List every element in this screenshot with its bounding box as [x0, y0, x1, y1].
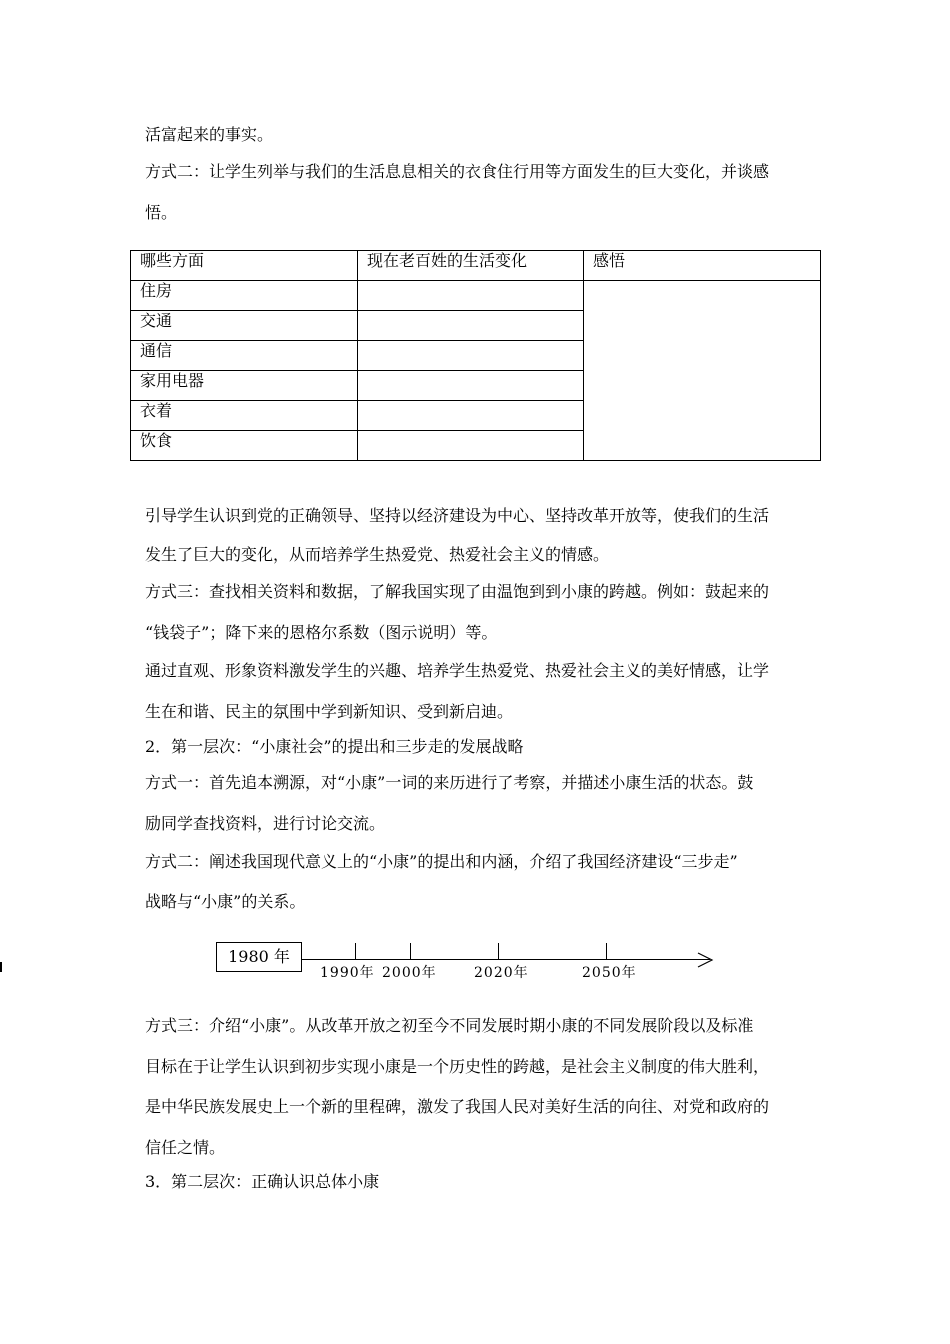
life-change-table	[130, 250, 821, 461]
paragraph-line: 通过直观、形象资料激发学生的兴趣、培养学生热爱党、热爱社会主义的美好情感，让学	[145, 661, 770, 680]
table-cell-change	[358, 401, 584, 431]
timeline-tick	[498, 943, 499, 959]
table-cell-change	[358, 311, 584, 341]
paragraph-line: 战略与“小康”的关系。	[145, 892, 306, 911]
paragraph-line: 活富起来的事实。	[145, 125, 274, 144]
arrow-right-icon	[696, 950, 716, 970]
paragraph-line: 信任之情。	[145, 1138, 226, 1157]
table-header-cell: 现在老百姓的生活变化	[358, 251, 584, 281]
timeline-start-box: 1980 年	[216, 942, 302, 972]
table-cell-aspect: 交通	[131, 311, 358, 341]
paragraph-line: 悟。	[145, 203, 178, 222]
paragraph-line: 方式三：介绍“小康”。从改革开放之初至今不同发展时期小康的不同发展阶段以及标准	[145, 1016, 754, 1035]
table-cell-aspect: 衣着	[131, 401, 358, 431]
table-cell-feeling	[584, 281, 821, 461]
paragraph-line: 生在和谐、民主的氛围中学到新知识、受到新启迪。	[145, 702, 514, 721]
table-cell-change	[358, 341, 584, 371]
paragraph-line: 方式二：让学生列举与我们的生活息息相关的衣食住行用等方面发生的巨大变化，并谈感	[145, 162, 770, 181]
timeline-label: 1990年	[320, 965, 375, 981]
paragraph-line: 目标在于让学生认识到初步实现小康是一个历史性的跨越，是社会主义制度的伟大胜利，	[145, 1057, 770, 1076]
paragraph-line: 是中华民族发展史上一个新的里程碑，激发了我国人民对美好生活的向往、对党和政府的	[145, 1097, 770, 1116]
table-cell-change	[358, 371, 584, 401]
timeline-label: 2050年	[582, 965, 637, 981]
section-heading: 2．第一层次：“小康社会”的提出和三步走的发展战略	[145, 737, 524, 756]
paragraph-line: 方式三：查找相关资料和数据，了解我国实现了由温饱到到小康的跨越。例如：鼓起来的	[145, 582, 770, 601]
table-row	[131, 281, 821, 311]
table-cell-aspect: 家用电器	[131, 371, 358, 401]
table-header-row	[131, 251, 821, 281]
section-heading: 3．第二层次：正确认识总体小康	[145, 1172, 380, 1191]
table-cell-change	[358, 281, 584, 311]
table-cell-change	[358, 431, 584, 461]
timeline-tick	[355, 943, 356, 959]
table-cell-aspect: 通信	[131, 341, 358, 371]
timeline-tick	[410, 943, 411, 959]
paragraph-line: 方式二：阐述我国现代意义上的“小康”的提出和内涵，介绍了我国经济建设“三步走”	[145, 852, 738, 871]
paragraph-line: 发生了巨大的变化，从而培养学生热爱党、热爱社会主义的情感。	[145, 545, 610, 564]
paragraph-line: “钱袋子”；降下来的恩格尔系数（图示说明）等。	[145, 623, 498, 642]
table-header-cell: 哪些方面	[131, 251, 358, 281]
timeline-axis	[302, 959, 710, 960]
paragraph-line: 引导学生认识到党的正确领导、坚持以经济建设为中心、坚持改革开放等，使我们的生活	[145, 506, 770, 525]
timeline-label: 2000年	[382, 965, 437, 981]
paragraph-line: 励同学查找资料，进行讨论交流。	[145, 814, 386, 833]
timeline-diagram	[210, 935, 730, 985]
paragraph-line: 方式一：首先追本溯源，对“小康”一词的来历进行了考察，并描述小康生活的状态。鼓	[145, 773, 754, 792]
timeline-label: 2020年	[474, 965, 529, 981]
table-header-cell: 感悟	[584, 251, 821, 281]
table-cell-aspect: 住房	[131, 281, 358, 311]
timeline-tick	[606, 943, 607, 959]
table-cell-aspect: 饮食	[131, 431, 358, 461]
margin-mark	[0, 962, 2, 972]
